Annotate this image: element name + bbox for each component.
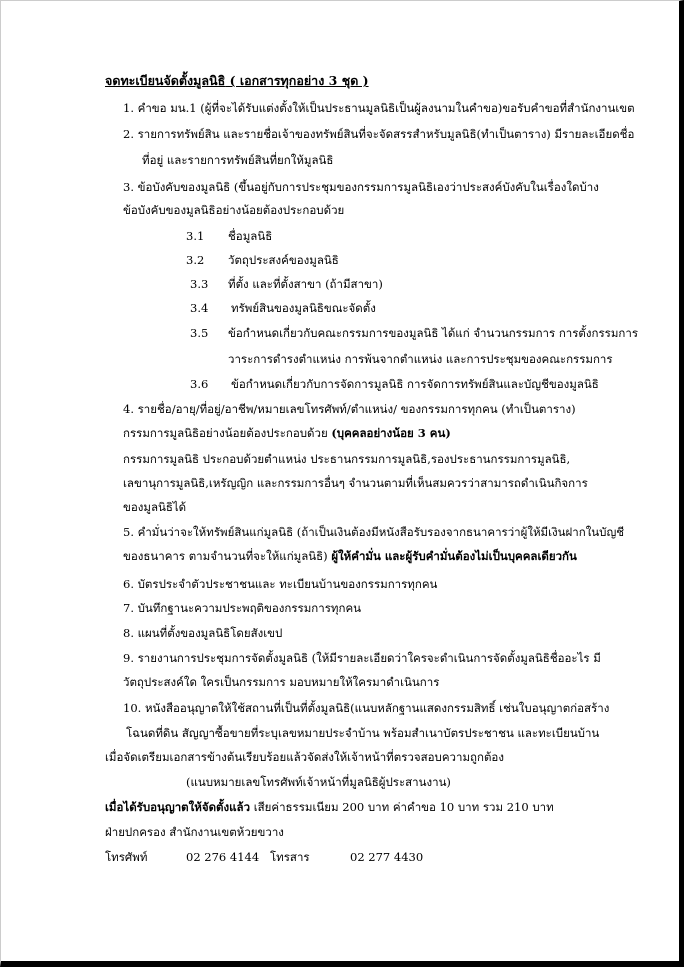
item-9-line-2: วัตถุประสงค์ใด ใครเป็นกรรมการ มอบหมายให้ใครมาดำเนินการ [123,675,440,689]
subitem-3-3-text: ที่ตั้ง และที่ตั้งสาขา (ถ้ามีสาขา) [228,277,383,291]
fax-number: 02 277 4430 [350,850,424,864]
item-5-line-2 [123,551,577,563]
subitem-3-1-number: 3.1 [186,229,205,243]
footer-fee-heading: เมื่อได้รับอนุญาตให้จัดตั้งแล้ว [105,800,251,814]
item-10-line-1: 10. หนังสืออนุญาตให้ใช้สถานที่เป็นที่ตั้งมูลนิธิ(แนบหลักฐานแสดงกรรมสิทธิ์ เช่นใบอนุญาตก่อสร้าง [123,701,610,715]
item-7: 7. บันทึกฐานะความประพฤติของกรรมการทุกคน [123,601,362,615]
subitem-3-6-number: 3.6 [190,377,209,391]
footer-fee-amount: เสียค่าธรรมเนียม 200 บาท ค่าคำขอ 10 บาท รวม 210 บาท [250,800,554,814]
item-9-line-1: 9. รายงานการประชุมการจัดตั้งมูลนิธิ (ให้มีรายละเอียดว่าใครจะดำเนินการจัดตั้งมูลนิธิชื่ออะไร มี [123,651,601,665]
item-8: 8. แผนที่ตั้งของมูลนิธิโดยสังเขป [123,626,283,640]
item-4-minimum-members: (บุคคลอย่างน้อย 3 คน) [331,426,451,440]
document-title [105,75,369,88]
subitem-3-5-text-line-2: วาระการดำรงตำแหน่ง การพ้นจากตำแหน่ง และการประชุมของคณะกรรมการ [228,352,613,366]
subitem-3-2-number: 3.2 [186,253,205,267]
item-4-line-2-text: กรรมการมูลนิธิอย่างน้อยต้องประกอบด้วย [123,426,332,440]
item-4-line-4: เลขานุการมูลนิธิ,เหรัญญิก และกรรมการอื่นๆ จำนวนตามที่เห็นสมควรว่าสามารถดำเนินกิจการ [123,476,588,490]
item-6: 6. บัตรประจำตัวประชาชนและ ทะเบียนบ้านของกรรมการทุกคน [123,577,438,591]
item-4-line-2 [123,428,451,440]
item-2-line-1: 2. รายการทรัพย์สิน และรายชื่อเจ้าของทรัพย์สินที่จะจัดสรรสำหรับมูลนิธิ(ทำเป็นตาราง) มีรายละเอียดชื่อ [123,127,635,141]
item-4-line-5: ของมูลนิธิได้ [123,500,187,514]
item-5-condition: ผู้ให้คำมั่น และผู้รับคำมั่นต้องไม่เป็นบุคคลเดียวกัน [331,549,577,563]
footer-office: ฝ่ายปกครอง สำนักงานเขตห้วยขวาง [105,825,284,839]
item-2-line-2: ที่อยู่ และรายการทรัพย์สินที่ยกให้มูลนิธิ [142,153,334,167]
item-4-line-3: กรรมการมูลนิธิ ประกอบด้วยตำแหน่ง ประธานกรรมการมูลนิธิ,รองประธานกรรมการมูลนิธิ, [123,452,571,466]
subitem-3-5-number: 3.5 [190,326,209,340]
subitem-3-4-number: 3.4 [190,301,209,315]
subitem-3-1-text: ชื่อมูลนิธิ [228,229,273,243]
item-10-line-2: โฉนดที่ดิน สัญญาซื้อขายที่ระบุเลขหมายประจำบ้าน พร้อมสำเนาบัตรประชาชน และทะเบียนบ้าน [126,726,600,740]
phone-number: 02 276 4144 [186,850,260,864]
title-main: จดทะเบียนจัดตั้งมูลนิธิ [105,73,226,88]
footer-fee-line [105,802,554,814]
item-3-line-2: ข้อบังคับของมูลนิธิอย่างน้อยต้องประกอบด้วย [123,203,345,217]
footer-prepare-note: เมื่อจัดเตรียมเอกสารข้างต้นเรียบร้อยแล้วจัดส่งให้เจ้าหน้าที่ตรวจสอบความถูกต้อง [105,750,504,764]
item-3-line-1: 3. ข้อบังคับของมูลนิธิ (ขึ้นอยู่กับการประชุมของกรรมการมูลนิธิเองว่าประสงค์บังคับในเรื่องใดบ้าง [123,180,599,194]
footer-attach-note: (แนบหมายเลขโทรศัพท์เจ้าหน้าที่มูลนิธิผู้ประสานงาน) [186,775,451,789]
fax-label: โทรสาร [270,850,310,864]
item-5-line-1: 5. คำมั่นว่าจะให้ทรัพย์สินแก่มูลนิธิ (ถ้าเป็นเงินต้องมีหนังสือรับรองจากธนาคารว่าผู้ให้มีเงินฝากในบัญชี [123,525,625,539]
phone-label: โทรศัพท์ [105,850,148,864]
subitem-3-6-text: ข้อกำหนดเกี่ยวกับการจัดการมูลนิธิ การจัดการทรัพย์สินและบัญชีของมูลนิธิ [231,377,599,391]
item-1: 1. คำขอ มน.1 (ผู้ที่จะได้รับแต่งตั้งให้เป็นประธานมูลนิธิเป็นผู้ลงนามในคำขอ)ขอรับคำขอที่สำนักงานเขต [123,101,635,115]
subitem-3-2-text: วัตถุประสงค์ของมูลนิธิ [228,253,339,267]
subitem-3-5-text: ข้อกำหนดเกี่ยวกับคณะกรรมการของมูลนิธิ ได้แก่ จำนวนกรรมการ การตั้งกรรมการ [228,326,639,340]
item-5-line-2-text: ของธนาคาร ตามจำนวนที่จะให้แก่มูลนิธิ) [123,549,332,563]
subitem-3-3-number: 3.3 [190,277,209,291]
subitem-3-4-text: ทรัพย์สินของมูลนิธิขณะจัดตั้ง [231,301,376,315]
item-4-line-1: 4. รายชื่อ/อายุ/ที่อยู่/อาชีพ/หมายเลขโทรศัพท์/ตำแหน่ง/ ของกรรมการทุกคน (ทำเป็นตาราง) [123,402,576,416]
title-note: ( เอกสารทุกอย่าง 3 ชุด ) [225,73,369,88]
